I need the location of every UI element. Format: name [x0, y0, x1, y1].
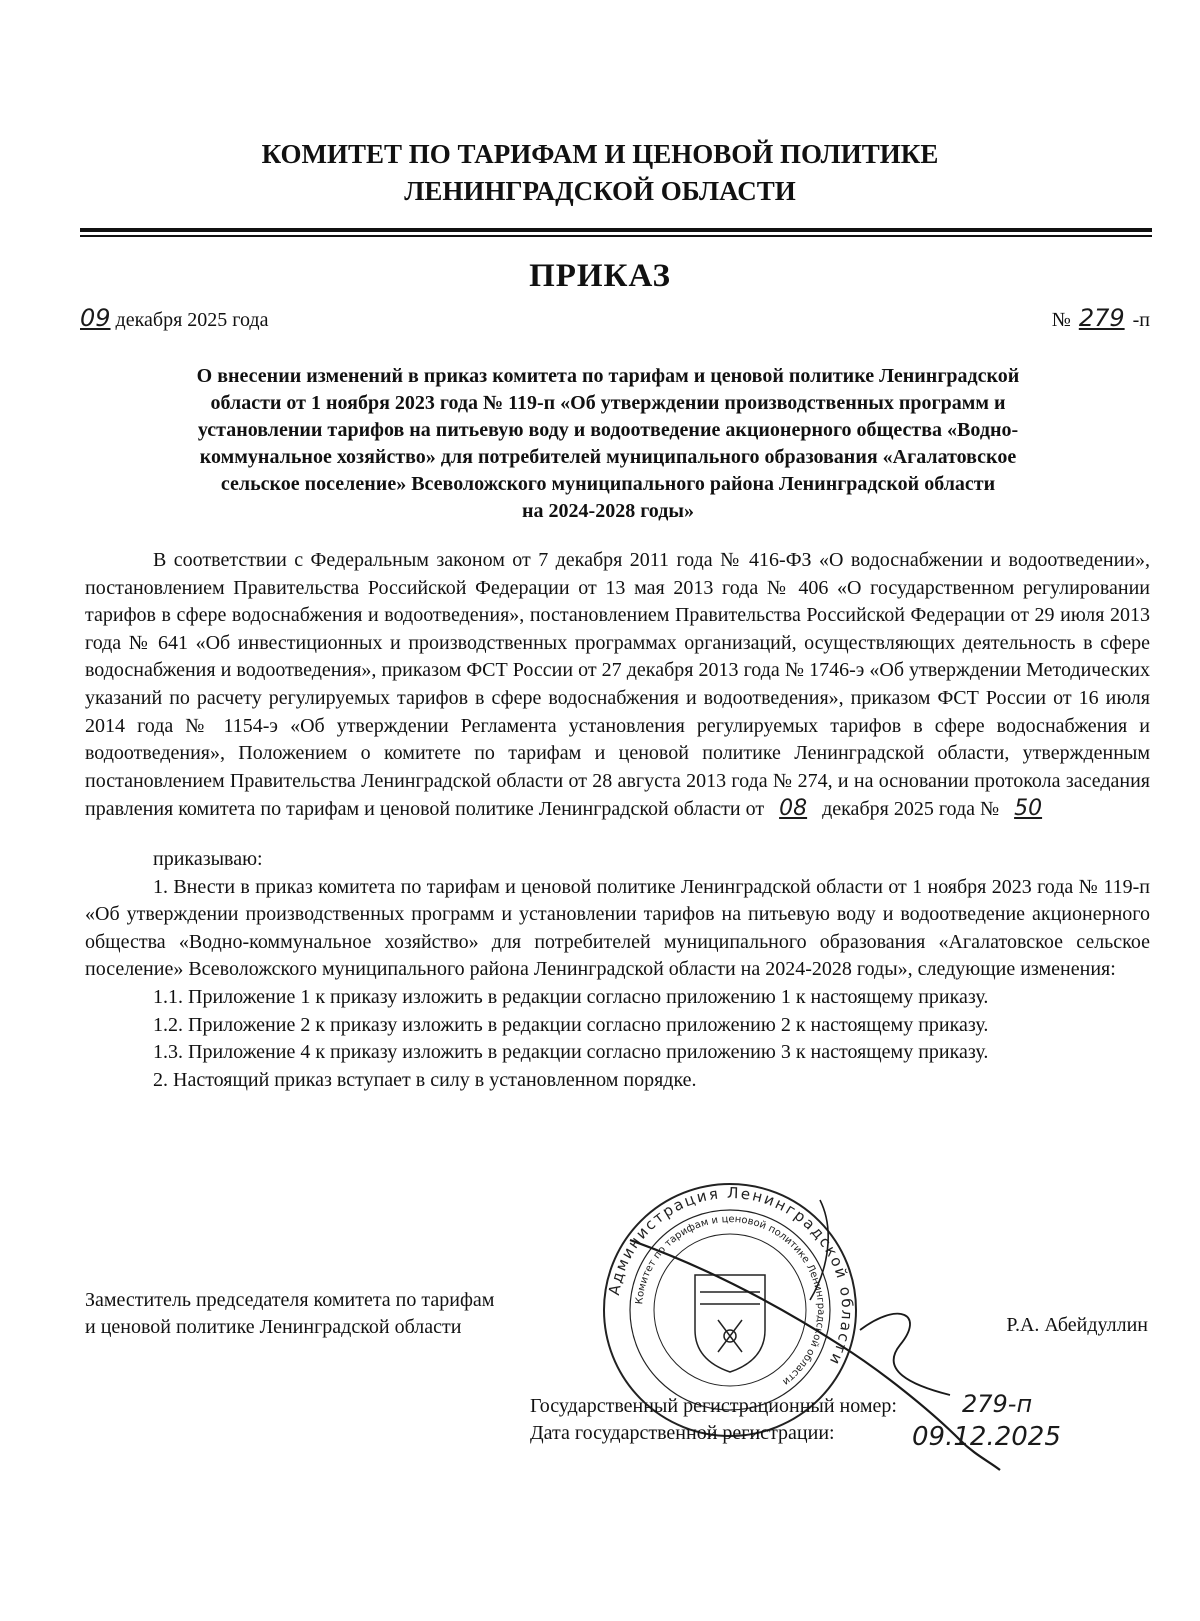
registration-number-label: Государственный регистрационный номер: — [530, 1395, 897, 1417]
issuing-organization — [0, 136, 1200, 210]
order-item: 2. Настоящий приказ вступает в силу в установленном порядке. — [153, 1068, 697, 1091]
order-item: 1. Внести в приказ комитета по тарифам и ценовой политике Ленинградской области от 1 ноября 2023 года № 119-п «Об утверждении производственных программ и установлении тарифов на питьевую воду и водоотведение акционерного общества «Водно-коммунальное хозяйство» для потребителей муниципального образования «Агалатовское сельское поселение» Всеволожского муниципального района Ленинградской области на 2024-2028 годы», следующие изменения: — [85, 875, 1150, 981]
order-number — [1052, 304, 1150, 332]
subject-line: коммунальное хозяйство» для потребителей муниципального образования «Агалатовское — [199, 446, 1017, 468]
subject-line: сельское поселение» Всеволожского муниципального района Ленинградской области — [220, 473, 996, 495]
subject-line: О внесении изменений в приказ комитета по тарифам и ценовой политике Ленинградской — [196, 365, 1020, 387]
seal-center-ring — [654, 1234, 806, 1386]
registration-number-handwritten: 279-п — [962, 1390, 1033, 1418]
order-date — [80, 304, 268, 332]
order-item: 1.3. Приложение 4 к приказу изложить в редакции согласно приложению 3 к настоящему приказу. — [153, 1041, 989, 1064]
signatory-position-line-2: и ценовой политике Ленинградской области — [85, 1316, 462, 1338]
order-date-rest: декабря 2025 года — [115, 309, 269, 331]
order-number-prefix: № — [1051, 309, 1071, 331]
org-name-line-2: ЛЕНИНГРАДСКОЙ ОБЛАСТИ — [404, 176, 796, 206]
document-type-title: ПРИКАЗ — [529, 258, 671, 294]
order-body — [85, 547, 1150, 1094]
signatory-position-line-1: Заместитель председателя комитета по тарифам — [85, 1289, 495, 1311]
coat-of-arms-icon — [695, 1275, 765, 1372]
protocol-date-text: декабря 2025 года № — [822, 798, 1000, 821]
order-item: 1.2. Приложение 2 к приказу изложить в редакции согласно приложению 2 к настоящему приказу. — [153, 1013, 989, 1036]
order-number-suffix: -п — [1132, 309, 1150, 331]
signatory-position — [85, 1287, 494, 1341]
signatory-name: Р.А. Абейдуллин — [1006, 1314, 1148, 1336]
subject-line: на 2024-2028 годы» — [522, 500, 694, 522]
order-word: приказываю: — [153, 847, 263, 870]
registration-date-handwritten: 09.12.2025 — [912, 1422, 1061, 1452]
protocol-day-handwritten: 08 — [779, 796, 808, 822]
header-rule-thick — [80, 228, 1152, 232]
preamble-text: В соответствии с Федеральным законом от 7 декабря 2011 года № 416-ФЗ «О водоснабжении и водоотведении», постановлением Правительства Российской Федерации от 13 мая 2013 года № 406 «О государственном регулировании тарифов в сфере водоснабжения и водоотведения», постановлением Правительства Российской Федерации от 29 июля 2013 года № 641 «Об инвестиционных и производственных программах организаций, осуществляющих деятельность в сфере водоснабжения и водоотведения», приказом ФСТ России от 27 декабря 2013 года № 1746-э «Об утверждении Методических указаний по расчету регулируемых тарифов в сфере водоснабжения и водоотведения», приказом ФСТ России от 16 июля 2014 года № 1154-э «Об утверждении Регламента установления регулируемых тарифов в сфере водоснабжения и водоотведения», Положением о комитете по тарифам и ценовой политике Ленинградской области, утвержденным постановлением Правительства Ленинградской области от 28 августа 2013 года № 274, и на основании протокола заседания правления комитета по тарифам и ценовой политике Ленинградской области от — [85, 549, 1150, 821]
subject-line: установлении тарифов на питьевую воду и водоотведение акционерного общества «Водно- — [197, 419, 1019, 441]
org-name-line-1: КОМИТЕТ ПО ТАРИФАМ И ЦЕНОВОЙ ПОЛИТИКЕ — [261, 139, 939, 169]
order-day-handwritten: 09 — [80, 304, 111, 332]
seal-outer-text: Администрация Ленинградской области — [604, 1183, 857, 1370]
order-subject — [118, 363, 1098, 525]
order-item: 1.1. Приложение 1 к приказу изложить в редакции согласно приложению 1 к настоящему приказу. — [153, 985, 989, 1008]
seal-inner-text: Комитет по тарифам и ценовой политике Ленинградской области — [634, 1213, 827, 1388]
protocol-number-handwritten: 50 — [1014, 796, 1043, 822]
header-rule-thin — [80, 235, 1152, 237]
svg-text:Комитет по тарифам и ценовой п — [634, 1214, 826, 1387]
preamble-paragraph — [85, 547, 1150, 824]
seal-inner-ring — [630, 1210, 830, 1410]
order-number-handwritten: 279 — [1078, 304, 1125, 332]
registration-block — [530, 1393, 897, 1447]
registration-date-label: Дата государственной регистрации: — [530, 1422, 835, 1444]
subject-line: области от 1 ноября 2023 года № 119-п «Об утверждении производственных программ и — [210, 392, 1006, 414]
